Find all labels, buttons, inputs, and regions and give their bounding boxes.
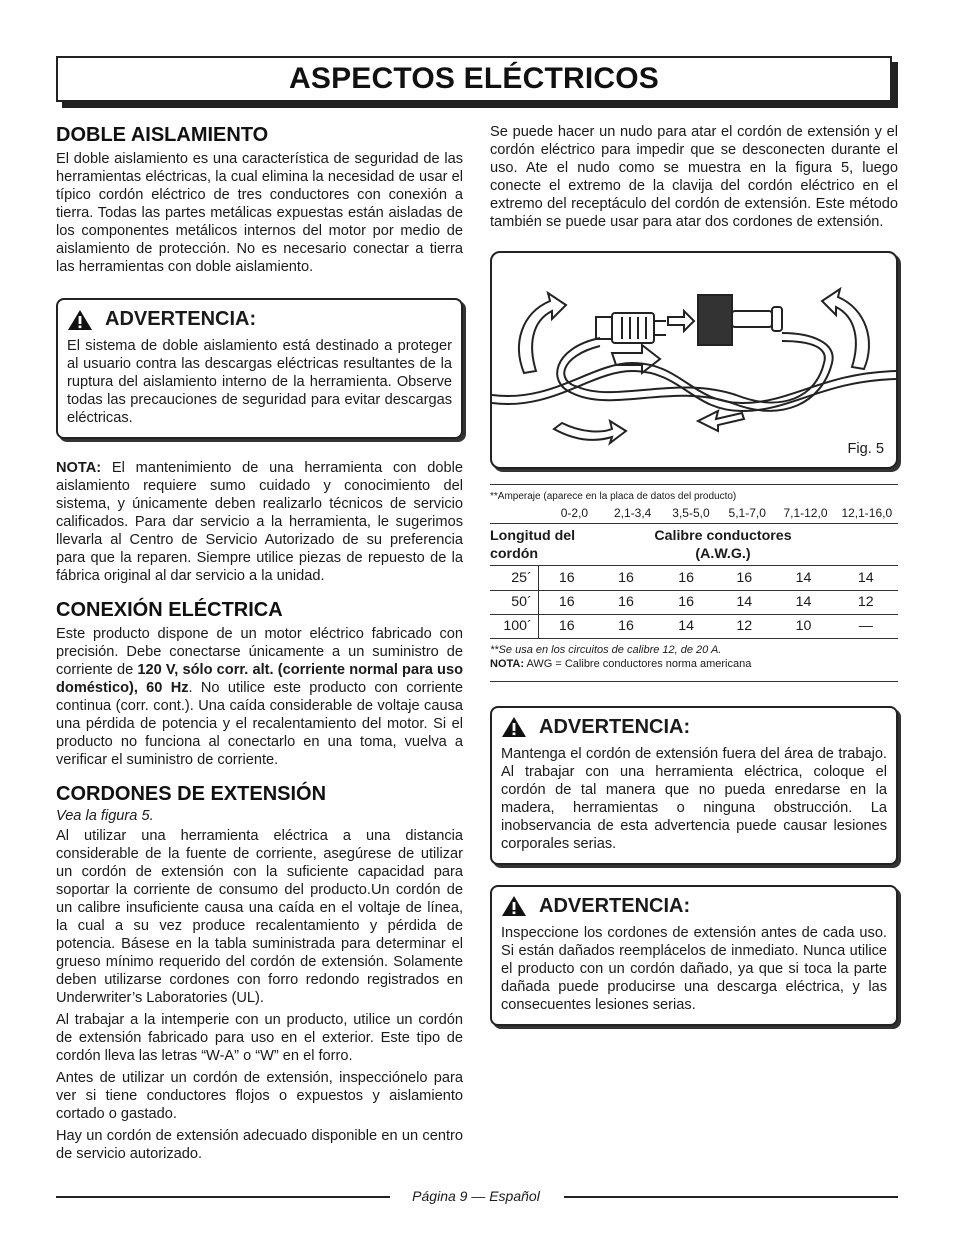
amp-range: 0-2,0	[560, 506, 589, 520]
warning-box-2	[490, 706, 898, 865]
warning-header	[501, 895, 887, 918]
conexion-body	[56, 625, 463, 769]
page-title: ASPECTOS ELÉCTRICOS	[289, 62, 659, 95]
table-nota	[490, 657, 898, 682]
table-cell: 14	[795, 569, 812, 586]
cordones-p4: Hay un cordón de extensión adecuado disponible en un centro de servicio autorizado.	[56, 1128, 463, 1162]
amp-range: 3,5-5,0	[672, 506, 710, 520]
table-header	[490, 523, 898, 566]
nota-body: El mantenimiento de una herramienta con doble aislamiento requiere sumo cuidado y conocimiento del sistema, y únicamente deben realizarlo técnicos de servicio calificados. Para dar servicio a la herramienta, le sugerimos llevarla al Centro de Servicio Autorizado de su preferencia para que la reparen. Siempre utilice piezas de repuesto de la fábrica original al dar servicio a la unidad.	[56, 460, 463, 584]
warning-body: El sistema de doble aislamiento está destinado a proteger al usuario contra las descargas eléctricas resultantes de la ruptura del aislamiento interno de la herramienta. Observe todas las precauciones de seguridad para evitar descargas eléctricas.	[67, 338, 452, 426]
footer-page-number: Página 9 — Español	[412, 1188, 540, 1204]
footer-rule-right	[564, 1196, 898, 1198]
section-heading-conexion: CONEXIÓN ELÉCTRICA	[56, 599, 283, 621]
table-cell: 14	[857, 569, 874, 586]
table-cell-length: 50´	[490, 590, 538, 614]
warning-triangle-icon	[501, 716, 527, 738]
amp-range: 12,1-16,0	[841, 506, 893, 520]
nota-paragraph	[56, 459, 463, 585]
knot-illustration	[492, 253, 896, 467]
warning-box-3	[490, 885, 898, 1026]
gauge-header	[640, 527, 806, 563]
table-cell: 16	[618, 569, 634, 586]
table-cell: 16	[558, 569, 575, 586]
conexion-text-bold: 120 V, sólo corr. alt. (corriente normal para uso doméstico), 60 Hz	[56, 662, 463, 696]
table-footnote: **Se usa en los circuitos de calibre 12, de 20 A.	[490, 643, 722, 656]
doble-body: El doble aislamiento es una característica de seguridad de las herramientas eléctricas, la cual elimina la necesidad de usar el típico cordón eléctrico de tres conductores con conexión a tierra. Todas las partes metálicas expuestas están aisladas de los componentes metálicos internos del motor por medio de aislamiento de protección. No es necesario conectar a tierra las herramientas con doble aislamiento.	[56, 151, 463, 275]
table-cell: 16	[558, 594, 575, 610]
table-cell: 16	[618, 618, 634, 634]
conexion-text-a: Este producto dispone de un motor eléctrico fabricado con precisión. Debe conectarse únicamente a un suministro de corriente de	[56, 626, 463, 678]
title-box	[56, 56, 892, 102]
amp-range: 7,1-12,0	[783, 506, 828, 520]
figure-reference: Vea la figura 5.	[56, 808, 154, 824]
table-cell: 16	[618, 594, 634, 610]
nudo-body: Se puede hacer un nudo para atar el cordón de extensión y el cordón eléctrico para impedir que se desconecten durante el uso. Ate el nudo como se muestra en la figura 5, luego conecte el extremo de la clavija del cordón eléctrico en el extremo del receptáculo del cordón de extensión. Este método también se puede usar para atar dos cordones de extensión.	[490, 124, 898, 230]
section-heading-doble: DOBLE AISLAMIENTO	[56, 124, 269, 146]
cordones-p3: Antes de utilizar un cordón de extensión, inspecciónelo para ver si tiene conductores flojos o expuestos y aislamiento cortado o gastado.	[56, 1070, 463, 1122]
nota-label: NOTA:	[56, 460, 102, 476]
warning-header	[501, 716, 887, 739]
left-column	[56, 120, 463, 1163]
warning-triangle-icon	[501, 895, 527, 917]
amp-range: 5,1-7,0	[728, 506, 766, 520]
warning-box-1	[56, 298, 463, 439]
cordones-p2: Al trabajar a la intemperie con un producto, utilice un cordón de extensión fabricado para uso en el exterior. Este tipo de cordón lleva las letras “W-A” o “W” en el forro.	[56, 1012, 463, 1064]
amperage-note: **Amperaje (aparece en la placa de datos del producto)	[490, 491, 737, 502]
table-cell: 12	[857, 594, 874, 610]
length-header	[490, 527, 640, 563]
table-cell: 16	[678, 569, 695, 586]
table-cell: —	[858, 618, 873, 634]
table-row	[490, 590, 898, 614]
gauge-table	[490, 566, 898, 639]
warning-label: ADVERTENCIA:	[105, 308, 257, 330]
gauge-header-line: (A.W.G.)	[695, 546, 751, 562]
figure-label: Fig. 5	[847, 441, 884, 457]
length-header-line: Longitud del	[490, 528, 576, 544]
table-cell: 14	[736, 594, 753, 610]
length-header-line: cordón	[490, 546, 539, 562]
table-cell: 14	[795, 594, 812, 610]
warning-body: Inspeccione los cordones de extensión antes de cada uso. Si están dañados reemplácelos de inmediato. Nunca utilice el producto con un cordón dañado, ya que si toca la parte dañada puede producirse una descarga eléctrica, y las consecuentes lesiones serias.	[501, 924, 887, 1013]
table-cell-length: 100´	[490, 614, 538, 638]
section-heading-cordones: CORDONES DE EXTENSIÓN	[56, 783, 327, 805]
page-header	[56, 56, 896, 106]
amp-range: 2,1-3,4	[613, 506, 652, 520]
table-cell: 16	[558, 618, 575, 634]
warning-label: ADVERTENCIA:	[539, 894, 691, 917]
footer-rule-left	[56, 1196, 390, 1198]
warning-header	[67, 308, 452, 331]
table-row	[490, 614, 898, 638]
cordones-p1: Al utilizar una herramienta eléctrica a una distancia considerable de la fuente de corriente, asegúrese de utilizar un cordón de extensión con la suficiente capacidad para soportar la corriente de consumo del producto.Un cordón de un calibre insuficiente causa una caída en el voltaje de línea, la cual a su vez produce recalentamiento y pérdida de potencia. Básese en la tabla suministrada para determinar el grueso mínimo requerido del cordón de extensión. Solamente deben utilizarse cordones con forro redondo registrados en Underwriter’s Laboratories (UL).	[56, 828, 463, 1006]
table-cell: 16	[736, 569, 753, 586]
gauge-header-line: Calibre conductores	[654, 528, 792, 544]
table-row	[490, 566, 898, 590]
table-cell-length: 25´	[490, 566, 538, 590]
table-nota-body: AWG = Calibre conductores norma americana	[524, 657, 752, 670]
table-cell: 12	[736, 618, 753, 634]
warning-triangle-icon	[67, 309, 93, 331]
warning-body: Mantenga el cordón de extensión fuera del área de trabajo. Al trabajar con una herramienta eléctrica, coloque el cordón de tal manera que no pueda enredarse en la madera, herramientas o ninguna obstrucción. La inobservancia de esta advertencia puede causar lesiones corporales serias.	[501, 745, 887, 852]
extension-cord-table	[490, 484, 898, 682]
figure-5	[490, 251, 898, 469]
right-column	[490, 123, 898, 1026]
conexion-text-b: . No utilice este producto con corriente continua (corr. cont.). Una caída considerable de voltaje causa una pérdida de potencia y el recalentamiento del motor. Si el producto no funciona al conectarlo en una toma, vuelva a verificar el suministro de corriente.	[56, 680, 463, 768]
amperage-row	[490, 506, 898, 520]
table-nota-label: NOTA:	[490, 657, 525, 670]
warning-label: ADVERTENCIA:	[539, 715, 691, 738]
table-cell: 10	[795, 618, 812, 634]
table-cell: 14	[678, 618, 695, 634]
table-cell: 16	[678, 594, 695, 610]
